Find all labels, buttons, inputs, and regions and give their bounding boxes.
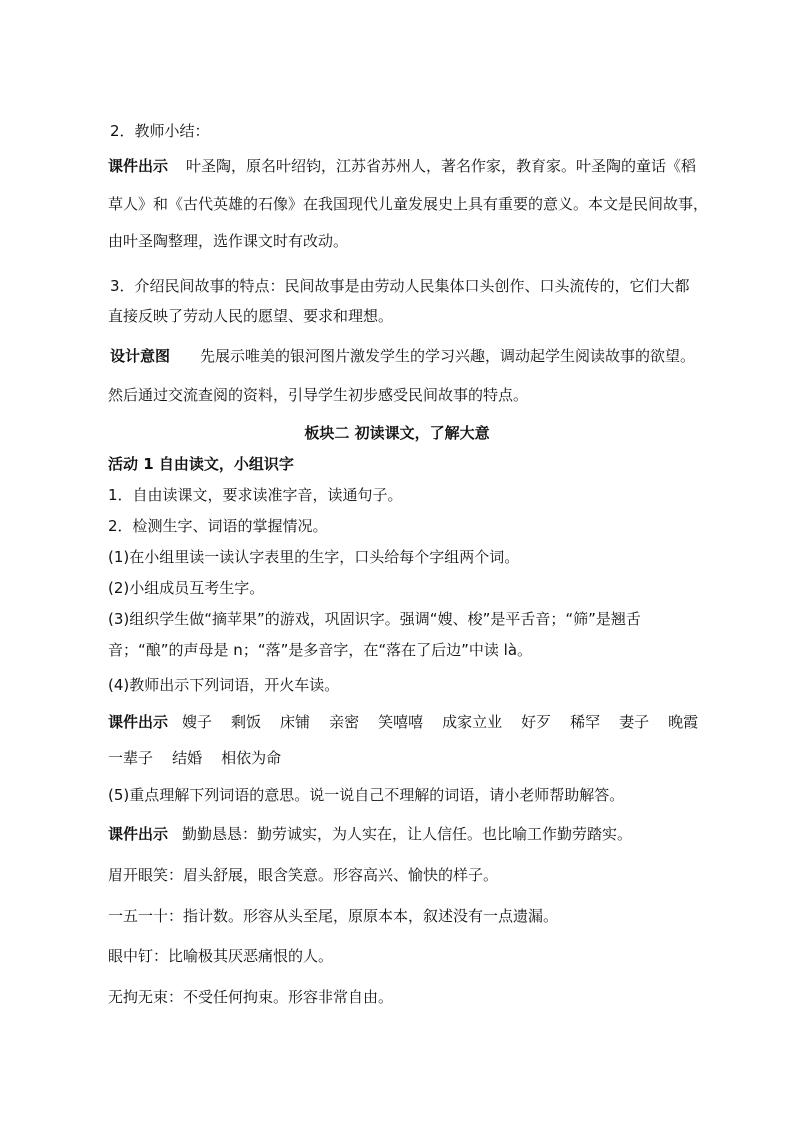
- activity-1-title: 活动 1 自由读文，小组识字: [108, 455, 294, 473]
- definition-2: 眉开眼笑：眉头舒展，眼含笑意。形容高兴、愉快的样子。: [108, 866, 499, 884]
- definition-4: 眼中钉：比喻极其厌恶痛恨的人。: [108, 947, 334, 965]
- step-1: 1．自由读课文，要求读准字音，读通句子。: [108, 486, 403, 504]
- courseware-paragraph-line-2: 草人》和《古代英雄的石像》在我国现代儿童发展史上具有重要的意义。本文是民间故事，: [108, 195, 709, 213]
- word-item: 嫂子: [182, 712, 213, 731]
- word-item: 晚霞: [668, 712, 699, 731]
- design-intent-line-2: 然后通过交流查阅的资料，引导学生初步感受民间故事的特点。: [108, 386, 529, 404]
- courseware-label: 课件出示: [108, 157, 169, 175]
- definition-5: 无拘无束：不受任何拘束。形容非常自由。: [108, 988, 394, 1006]
- word-list: [108, 711, 698, 731]
- word-item: 剩饭: [231, 712, 262, 731]
- step-7: (5)重点理解下列词语的意思。说一说自己不理解的词语，请小老师帮助解答。: [108, 786, 625, 804]
- folk-story-features-line-2: 直接反映了劳动人民的愿望、要求和理想。: [108, 307, 394, 325]
- step-5-line-2: 音；“酿”的声母是 n；“落”是多音字，在“落在了后边”中读 là。: [108, 641, 533, 659]
- heading-teacher-summary: 2．教师小结：: [110, 122, 210, 140]
- word-item: 亲密: [329, 712, 360, 731]
- courseware-paragraph-line-1: [108, 156, 696, 176]
- word-list-line-2: 一辈子 结婚 相依为命: [108, 749, 282, 767]
- word-list-label: 课件出示: [108, 712, 169, 731]
- definition-label: 课件出示: [108, 825, 169, 843]
- step-4: (2)小组成员互考生字。: [108, 579, 265, 597]
- step-5-line-1: (3)组织学生做“摘苹果”的游戏，巩固识字。强调“嫂、梭”是平舌音；“筛”是翘舌: [108, 610, 641, 628]
- word-item: 妻子: [619, 712, 650, 731]
- section-title: 板块二 初读课文，了解大意: [304, 424, 490, 442]
- step-2: 2．检测生字、词语的掌握情况。: [108, 517, 328, 535]
- word-item: 稀罕: [570, 712, 601, 731]
- courseware-paragraph-line-3: 由叶圣陶整理，选作课文时有改动。: [108, 232, 349, 250]
- folk-story-features-line-1: 3．介绍民间故事的特点：民间故事是由劳动人民集体口头创作、口头流传的，它们大都: [110, 277, 690, 295]
- design-intent-label: 设计意图: [110, 347, 171, 365]
- word-item: 成家立业: [442, 712, 503, 731]
- step-3: (1)在小组里读一读认字表里的生字，口头给每个字组两个词。: [108, 548, 520, 566]
- word-item: 好歹: [521, 712, 552, 731]
- design-intent-line-1: [110, 346, 695, 366]
- courseware-text: 叶圣陶，原名叶绍钧，江苏省苏州人，著名作家，教育家。叶圣陶的童话《稻: [186, 157, 697, 175]
- design-intent-text: 先展示唯美的银河图片激发学生的学习兴趣，调动起学生阅读故事的欲望。: [200, 347, 696, 365]
- definition-1: [108, 824, 632, 844]
- word-item: 笑嘻嘻: [378, 712, 424, 731]
- step-6: (4)教师出示下列词语，开火车读。: [108, 676, 340, 694]
- definition-3: 一五一十：指计数。形容从头至尾，原原本本，叙述没有一点遗漏。: [108, 907, 559, 925]
- definition-text: 勤勤恳恳：勤劳诚实，为人实在，让人信任。也比喻工作勤劳踏实。: [182, 825, 633, 843]
- word-item: 床铺: [280, 712, 311, 731]
